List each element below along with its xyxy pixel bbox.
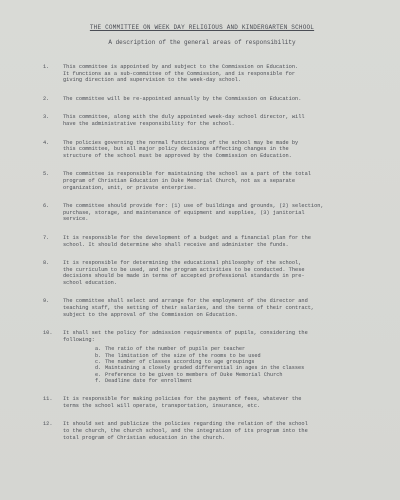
item-text-line: giving direction and supervision to the week-day school. [63, 77, 242, 84]
item-text-line: the curriculum to be used, and the program activities to be conducted. These [63, 266, 305, 273]
item-text-line: It is responsible for the development of a budget and a financial plan for the [63, 234, 311, 241]
item-number: 5. [43, 171, 50, 178]
sub-list-item [95, 378, 378, 384]
list-item [43, 114, 378, 127]
sub-item-letter: f. [95, 377, 102, 384]
item-number: 9. [43, 298, 50, 305]
item-text-line: It functions as a sub-committee of the Commission, and is responsible for [63, 70, 296, 77]
item-text-line: It is responsible for making policies for the payment of fees, whatever the [63, 396, 302, 403]
item-text-line: organization, unit, or private enterprise. [63, 184, 197, 191]
item-text-line: This committee is appointed by and subject to the Commission on Education. [63, 64, 299, 70]
item-number: 2. [43, 95, 50, 102]
sub-item-text: The number of classes according to age groupings [105, 359, 255, 366]
sub-item-letter: e. [95, 371, 102, 378]
item-text-line: This committee, along with the duly appointed week-day school director, will [63, 114, 305, 121]
item-number: 12. [43, 421, 53, 428]
sub-item-text: Preference to be given to members of Duke Memorial Church [105, 371, 283, 378]
sub-item-letter: b. [95, 352, 102, 359]
item-text-line: to the church, the church school, and the integration of its program into the [63, 428, 308, 434]
sub-item-text: The limitation of the size of the rooms to be used [105, 352, 261, 359]
item-number: 1. [43, 64, 50, 70]
item-text-line: subject to the approval of the Commission on Education. [63, 311, 238, 318]
list-item [43, 171, 378, 191]
item-text-line: this committee, but all major policy decisions affecting changes in the [63, 146, 289, 153]
item-text-line: service. [63, 216, 89, 223]
item-number: 3. [43, 114, 50, 121]
list-item [43, 95, 378, 103]
sub-item-letter: a. [95, 346, 102, 353]
item-number: 7. [43, 234, 50, 241]
item-number: 6. [43, 203, 50, 210]
sub-item-text: The ratio of the number of pupils per teacher [105, 346, 246, 353]
item-text-line: have the administrative responsibility for the school. [63, 120, 235, 127]
item-text-line: decisions should be made in terms of accepted professional standards in pre- [63, 273, 305, 280]
item-text-line: following: [63, 336, 95, 343]
item-text-line: total program of Christian education in the church. [63, 434, 226, 441]
document-title: THE COMMITTEE ON WEEK DAY RELIGIOUS AND KINDERGARTEN SCHOOL [89, 24, 315, 31]
list-item [43, 298, 378, 318]
list-item [43, 64, 378, 84]
item-text-line: It is responsible for determining the educational philosophy of the school, [63, 260, 302, 267]
list-item [43, 260, 378, 286]
item-number: 10. [43, 330, 53, 337]
list-item [43, 139, 378, 160]
item-number: 11. [43, 396, 53, 403]
item-text-line: school education. [63, 279, 118, 286]
item-text-line: The policies governing the normal functioning of the school may be made by [63, 139, 299, 146]
item-text-line: school. It should determine who shall receive and administer the funds. [63, 241, 289, 248]
item-text-line: structure of the school must be approved by the Commission on Education. [63, 152, 292, 159]
item-text-line: It shall set the policy for admission requirements of pupils, considering the [63, 330, 308, 337]
list-item [43, 330, 378, 384]
item-text-line: purchase, storage, and maintenance of equipment and supplies, (3) janitorial [63, 209, 305, 216]
responsibility-list [43, 64, 378, 441]
list-item [43, 396, 378, 409]
list-item [43, 203, 378, 223]
item-text-line: The committee will be re-appointed annually by the Commission on Education. [63, 95, 302, 102]
list-item [43, 234, 378, 248]
item-text-line: It should set and publicize the policies regarding the relation of the school [63, 421, 308, 428]
document-subtitle: A description of the general areas of responsibility [108, 39, 296, 46]
list-item [43, 421, 378, 441]
sub-item-text: Deadline date for enrollment [105, 377, 193, 384]
item-number: 8. [43, 260, 50, 267]
item-text-line: terms the school will operate, transportation, insurance, etc. [63, 402, 261, 409]
item-text-line: teaching staff, the setting of their salaries, and the terms of their contract, [63, 305, 315, 312]
sub-item-text: Maintaining a closely graded differential in ages in the classes [105, 365, 305, 372]
item-number: 4. [43, 139, 50, 146]
sub-item-letter: d. [95, 365, 102, 372]
item-text-line: The committee shall select and arrange for the employment of the director and [63, 298, 308, 305]
item-text-line: The committee is responsible for maintaining the school as a part of the total [63, 171, 311, 178]
sub-item-letter: c. [95, 359, 102, 366]
sub-list [63, 346, 378, 384]
item-text-line: The committee should provide for: (1) use of buildings and grounds, (2) selection, [63, 203, 324, 210]
item-text-line: program of Christian Education in Duke Memorial Church, not as a separate [63, 177, 296, 184]
